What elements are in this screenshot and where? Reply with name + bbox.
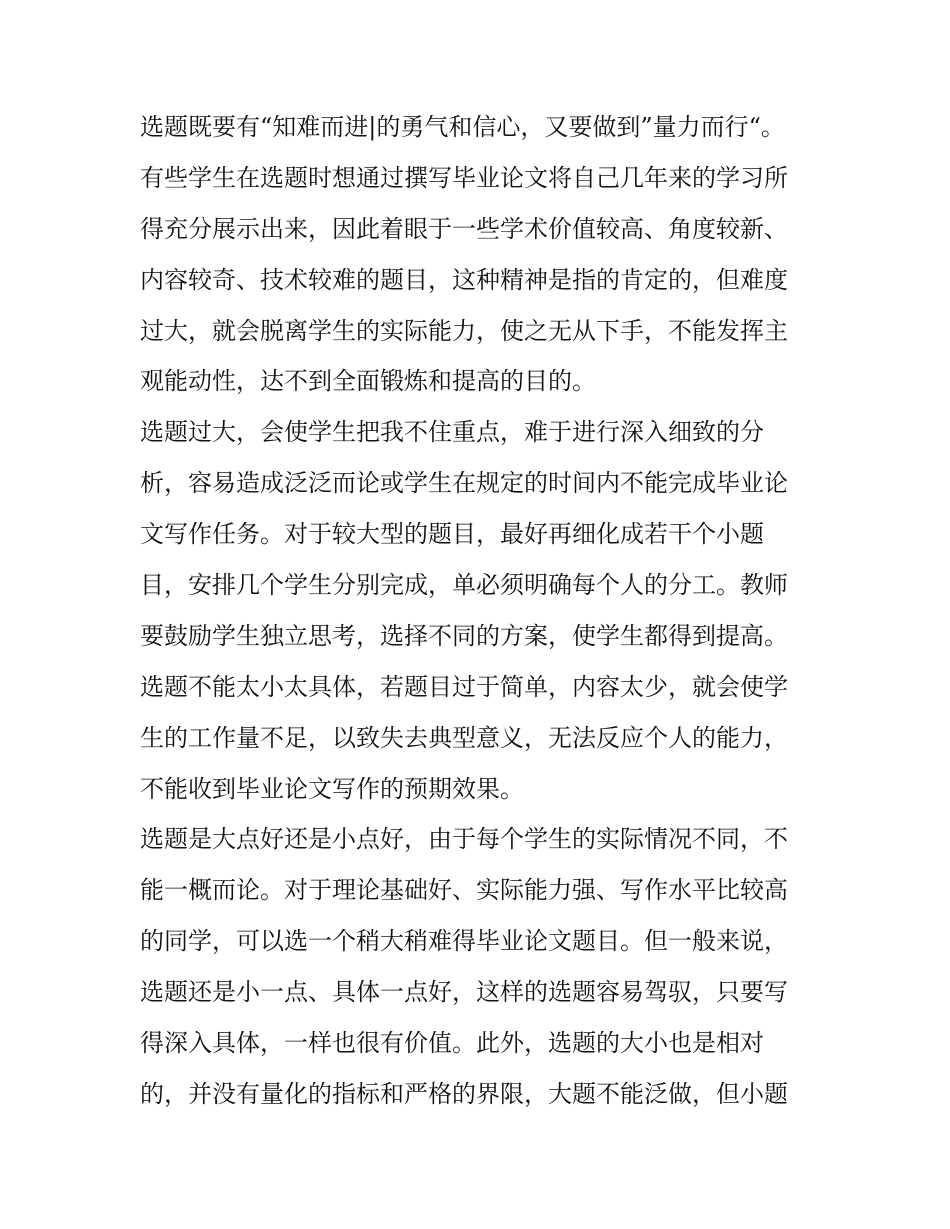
text-line: 能一概而论。对于理论基础好、实际能力强、写作水平比较高 bbox=[140, 876, 788, 905]
text-line: 的同学，可以选一个稍大稍难得毕业论文题目。但一般来说， bbox=[140, 927, 788, 956]
text-line: 内容较奇、技术较难的题目，这种精神是指的肯定的，但难度 bbox=[140, 265, 788, 294]
text-line: 选题既要有“知难而进|的勇气和信心，又要做到”量力而行“。 bbox=[140, 113, 785, 141]
text-line: 析，容易造成泛泛而论或学生在规定的时间内不能完成毕业论 bbox=[140, 469, 788, 498]
text-line: 选题不能太小太具体，若题目过于简单，内容太少，就会使学 bbox=[140, 672, 788, 701]
text-line: 观能动性，达不到全面锻炼和提高的目的。 bbox=[140, 367, 596, 396]
text-line: 生的工作量不足，以致失去典型意义，无法反应个人的能力， bbox=[140, 723, 788, 752]
text-line: 文写作任务。对于较大型的题目，最好再细化成若干个小题 bbox=[140, 520, 764, 549]
text-line: 选题是大点好还是小点好，由于每个学生的实际情况不同，不 bbox=[140, 825, 788, 854]
text-line: 得深入具体，一样也很有价值。此外，选题的大小也是相对 bbox=[140, 1029, 764, 1058]
text-line: 要鼓励学生独立思考，选择不同的方案，使学生都得到提高。 bbox=[140, 621, 788, 650]
text-line: 的，并没有量化的指标和严格的界限，大题不能泛做，但小题 bbox=[140, 1079, 788, 1108]
text-line: 不能收到毕业论文写作的预期效果。 bbox=[140, 774, 524, 803]
text-line: 得充分展示出来，因此着眼于一些学术价值较高、角度较新、 bbox=[140, 214, 788, 243]
text-line: 过大，就会脱离学生的实际能力，使之无从下手，不能发挥主 bbox=[140, 316, 788, 345]
text-line: 选题过大，会使学生把我不住重点，难于进行深入细致的分 bbox=[140, 418, 764, 447]
text-line: 有些学生在选题时想通过撰写毕业论文将自己几年来的学习所 bbox=[140, 163, 788, 192]
body-text bbox=[140, 102, 830, 1120]
text-line: 目，安排几个学生分别完成，单必须明确每个人的分工。教师 bbox=[140, 571, 788, 600]
text-line: 选题还是小一点、具体一点好，这样的选题容易驾驭，只要写 bbox=[140, 978, 788, 1007]
